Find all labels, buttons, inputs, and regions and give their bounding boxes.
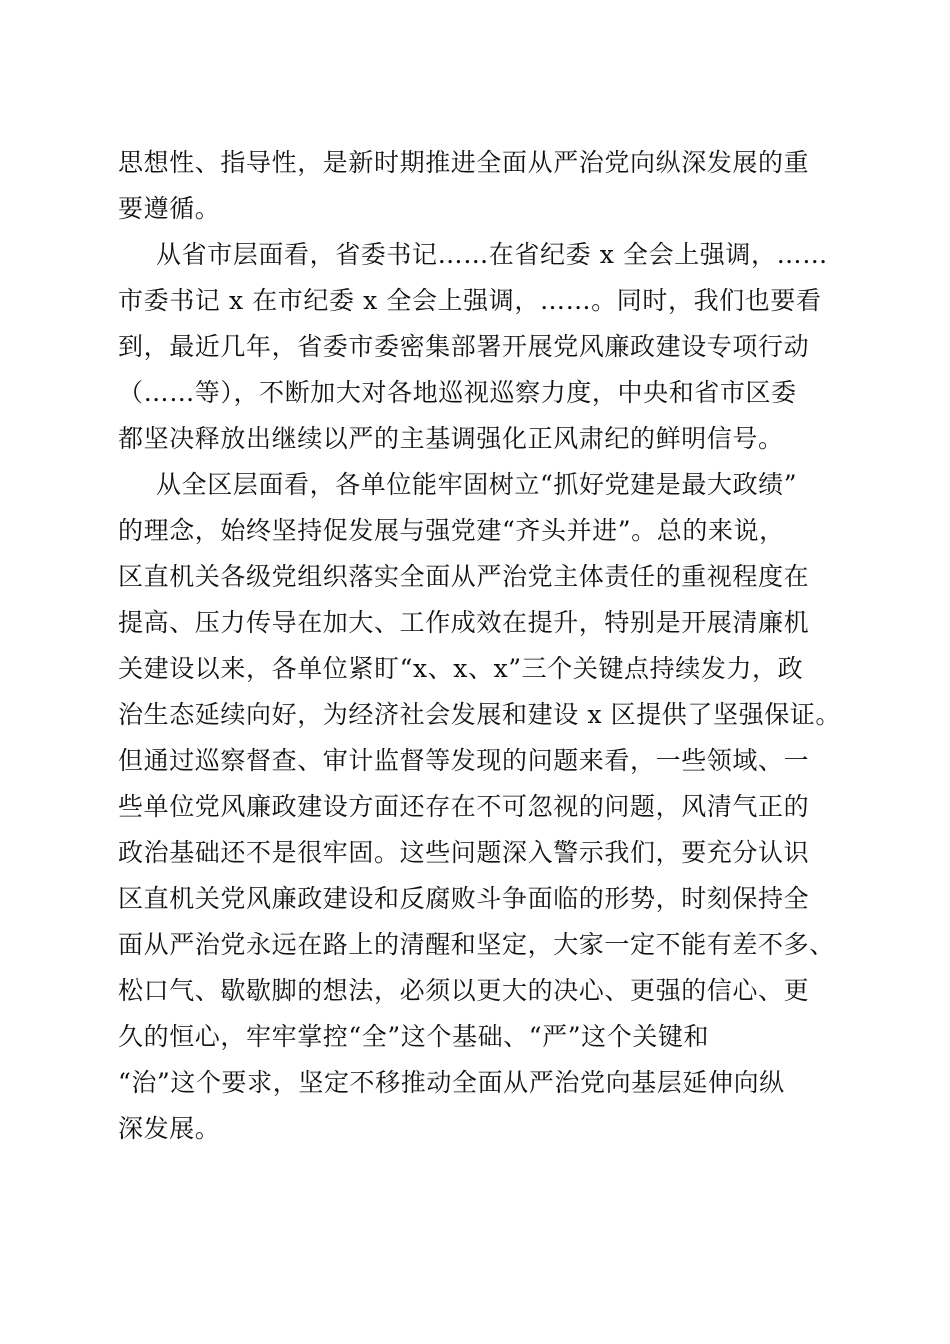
paragraph-3-line-4: 提高、压力传导在加大、工作成效在提升，特别是开展清廉机 [118, 608, 810, 637]
paragraph-1-line-1: 思想性、指导性，是新时期推进全面从严治党向纵深发展的重 [118, 148, 810, 177]
paragraph-2-line-3: 到，最近几年，省委市委密集部署开展党风廉政建设专项行动 [118, 332, 810, 361]
paragraph-2-line-4: （……等），不断加大对各地巡视巡察力度，中央和省市区委 [118, 378, 797, 407]
paragraph-2-line-5: 都坚决释放出继续以严的主基调强化正风肃纪的鲜明信号。 [118, 424, 784, 453]
paragraph-3-line-11: 面从严治党永远在路上的清醒和坚定，大家一定不能有差不多、 [118, 930, 835, 959]
paragraph-3-line-2: 的理念，始终坚持促发展与强党建“齐头并进”。总的来说， [118, 516, 785, 545]
paragraph-3-line-10: 区直机关党风廉政建设和反腐败斗争面临的形势，时刻保持全 [118, 884, 810, 913]
paragraph-3-line-12: 松口气、歇歇脚的想法，必须以更大的决心、更强的信心、更 [118, 976, 810, 1005]
paragraph-3-line-3: 区直机关各级党组织落实全面从严治党主体责任的重视程度在 [118, 562, 810, 591]
paragraph-3-line-9: 政治基础还不是很牢固。这些问题深入警示我们，要充分认识 [118, 838, 810, 867]
paragraph-3-line-8: 些单位党风廉政建设方面还存在不可忽视的问题，风清气正的 [118, 792, 810, 821]
paragraph-1-line-2: 要遵循。 [118, 194, 221, 223]
paragraph-3-line-6: 治生态延续向好，为经济社会发展和建设 x 区提供了坚强保证。 [118, 700, 841, 729]
paragraph-3-line-1: 从全区层面看，各单位能牢固树立“抓好党建是最大政绩” [156, 470, 798, 499]
paragraph-2-line-1: 从省市层面看，省委书记……在省纪委 x 全会上强调，…… [156, 240, 828, 269]
paragraph-3-line-7: 但通过巡察督查、审计监督等发现的问题来看，一些领域、一 [118, 746, 810, 775]
paragraph-3-line-13: 久的恒心，牢牢掌控“全”这个基础、“严”这个关键和 [118, 1022, 710, 1051]
paragraph-2-line-2: 市委书记 x 在市纪委 x 全会上强调，……。同时，我们也要看 [118, 286, 822, 315]
paragraph-3-line-5: 关建设以来，各单位紧盯“x、x、x”三个关键点持续发力，政 [118, 654, 804, 683]
paragraph-3-line-14: “治”这个要求，坚定不移推动全面从严治党向基层延伸向纵 [118, 1068, 785, 1097]
paragraph-3-line-15: 深发展。 [118, 1114, 221, 1143]
